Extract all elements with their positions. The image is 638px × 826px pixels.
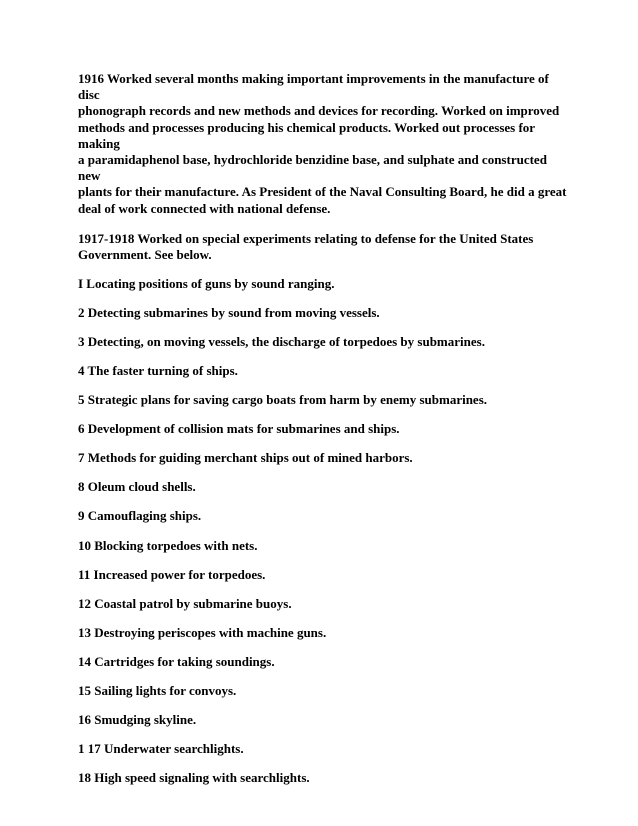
list-item: 4 The faster turning of ships. bbox=[78, 363, 238, 379]
list-item: 11 Increased power for torpedoes. bbox=[78, 566, 266, 582]
list-item: 7 Methods for guiding merchant ships out of mined harbors. bbox=[78, 450, 413, 466]
paragraph-1916: 1916 Worked several months making important improvements in the manufacture of disc phonograph records and new methods and devices for recording. Worked on improved methods and processes producing his chemical products. Worked out processes for making a paramidaphenol base, hydrochloride benzidine base, and sulphate and constructed new plants for their manufacture. As President of the Naval Consulting Board, he did a great deal of work connected with national defense. bbox=[78, 71, 567, 216]
list-item: I Locating positions of guns by sound ranging. bbox=[78, 275, 335, 291]
list-item: 14 Cartridges for taking soundings. bbox=[78, 653, 275, 669]
list-item: 3 Detecting, on moving vessels, the discharge of torpedoes by submarines. bbox=[78, 333, 485, 349]
list-item: 10 Blocking torpedoes with nets. bbox=[78, 537, 258, 553]
list-item: 9 Camouflaging ships. bbox=[78, 508, 202, 524]
list-item: 5 Strategic plans for saving cargo boats from harm by enemy submarines. bbox=[78, 392, 488, 408]
list-item: 2 Detecting submarines by sound from moving vessels. bbox=[78, 304, 380, 320]
list-item: 16 Smudging skyline. bbox=[78, 712, 197, 728]
paragraph-1917-1918: 1917-1918 Worked on special experiments relating to defense for the United States Government. See below. bbox=[78, 230, 534, 263]
list-item: 8 Oleum cloud shells. bbox=[78, 479, 196, 495]
list-item: 12 Coastal patrol by submarine buoys. bbox=[78, 595, 292, 611]
list-item: 6 Development of collision mats for submarines and ships. bbox=[78, 421, 400, 437]
list-item: 18 High speed signaling with searchlights. bbox=[78, 770, 310, 786]
list-item: 13 Destroying periscopes with machine guns. bbox=[78, 624, 327, 640]
list-item: 1 17 Underwater searchlights. bbox=[78, 741, 244, 757]
document-body bbox=[78, 71, 568, 799]
list-item: 15 Sailing lights for convoys. bbox=[78, 683, 237, 699]
experiment-list bbox=[78, 276, 568, 787]
